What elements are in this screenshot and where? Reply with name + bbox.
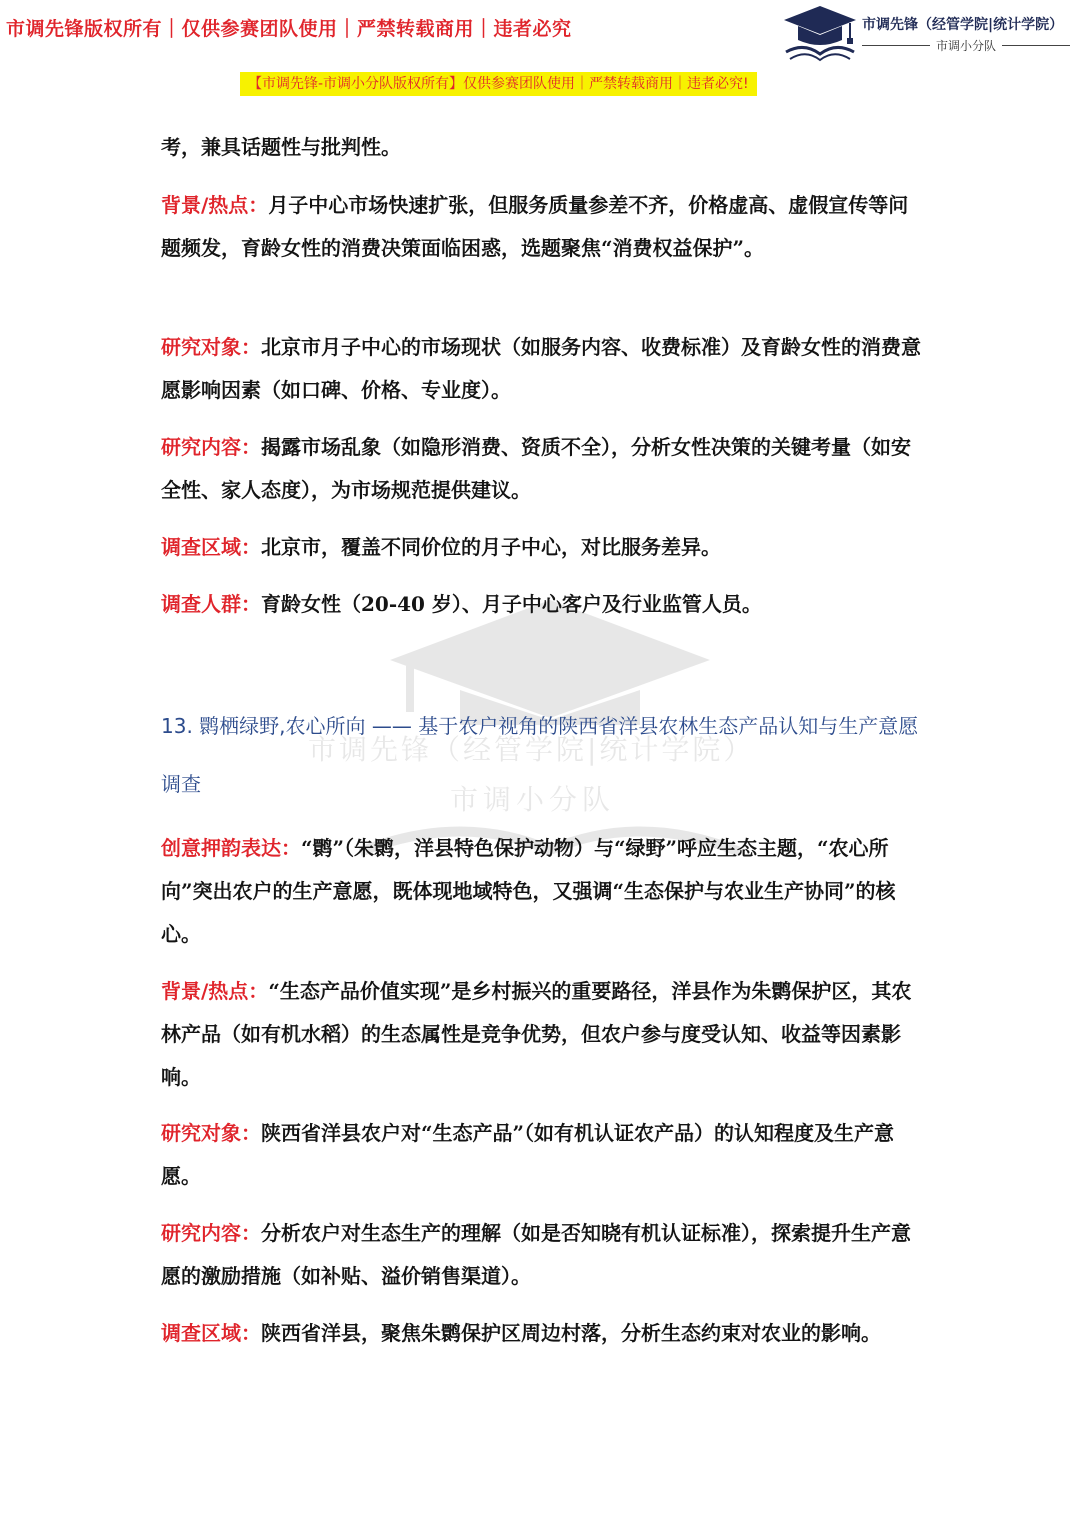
- background-paragraph: [161, 184, 921, 270]
- survey-crowd-text: 育龄女性（20-40 岁）、月子中心客户及行业监管人员。: [261, 592, 762, 616]
- copyright-notice: 【市调先锋-市调小分队版权所有】仅供参赛团队使用｜严禁转载商用｜违者必究!: [240, 72, 757, 96]
- survey-region-paragraph: [161, 526, 921, 569]
- survey-region-text-13: 陕西省洋县，聚焦朱鹮保护区周边村落，分析生态约束对农业的影响。: [261, 1321, 881, 1345]
- background-label-13: 背景/热点：: [161, 979, 269, 1003]
- research-object-paragraph: [161, 326, 921, 412]
- top-banner: 市调先锋版权所有｜仅供参赛团队使用｜严禁转载商用｜违者必究: [6, 18, 572, 40]
- research-object-text: 北京市月子中心的市场现状（如服务内容、收费标准）及育龄女性的消费意愿影响因素（如口碑、价格、专业度）。: [161, 335, 921, 402]
- creative-paragraph: [161, 827, 921, 956]
- research-content-paragraph: [161, 426, 921, 512]
- background-paragraph-13: [161, 970, 921, 1099]
- research-content-label: 研究内容：: [161, 435, 261, 459]
- survey-region-label-13: 调查区域：: [161, 1321, 261, 1345]
- survey-crowd-label: 调查人群：: [161, 592, 261, 616]
- watermark-line1: 市调先锋（经管学院|统计学院）: [308, 733, 755, 766]
- research-content-label-13: 研究内容：: [161, 1221, 261, 1245]
- research-object-text-13: 陕西省洋县农户对“生态产品”（如有机认证农产品）的认知程度及生产意愿。: [161, 1121, 895, 1188]
- background-text: 月子中心市场快速扩张，但服务质量参差不齐，价格虚高、虚假宣传等问题频发，育龄女性的消费决策面临困惑，选题聚焦“消费权益保护”。: [161, 193, 909, 260]
- graduation-cap-icon: [780, 2, 860, 66]
- research-object-paragraph-13: [161, 1112, 921, 1198]
- survey-region-paragraph-13: [161, 1312, 921, 1355]
- divider: [862, 45, 930, 46]
- intro-tail-text: 考，兼具话题性与批判性。: [161, 135, 401, 159]
- survey-region-text: 北京市，覆盖不同价位的月子中心，对比服务差异。: [261, 535, 721, 559]
- intro-tail: [161, 126, 921, 169]
- survey-region-label: 调查区域：: [161, 535, 261, 559]
- research-object-label: 研究对象：: [161, 335, 261, 359]
- logo-title: 市调先锋（经管学院|统计学院）: [862, 17, 1064, 33]
- section-heading: 13. 鹮栖绿野,农心所向 —— 基于农户视角的陕西省洋县农林生态产品认知与生产意愿调查: [161, 714, 919, 796]
- logo-subtitle-row: [862, 36, 1070, 54]
- background-text-13: “生态产品价值实现”是乡村振兴的重要路径，洋县作为朱鹮保护区，其农林产品（如有机水稻）的生态属性是竞争优势，但农户参与度受认知、收益等因素影响。: [161, 979, 912, 1089]
- logo: [780, 2, 1076, 68]
- research-content-paragraph-13: [161, 1212, 921, 1298]
- research-content-text: 揭露市场乱象（如隐形消费、资质不全），分析女性决策的关键考量（如安全性、家人态度），为市场规范提供建议。: [161, 435, 911, 502]
- creative-text: “鹮”（朱鹮，洋县特色保护动物）与“绿野”呼应生态主题，“农心所向”突出农户的生产意愿，既体现地域特色，又强调“生态保护与农业生产协同”的核心。: [161, 836, 896, 946]
- creative-label: 创意押韵表达：: [161, 836, 301, 860]
- logo-subtitle: 市调小分队: [936, 38, 997, 53]
- research-content-text-13: 分析农户对生态生产的理解（如是否知晓有机认证标准），探索提升生产意愿的激励措施（如补贴、溢价销售渠道）。: [161, 1221, 911, 1288]
- survey-crowd-paragraph: [161, 583, 921, 626]
- watermark-line2: 市调小分队: [450, 783, 616, 816]
- research-object-label-13: 研究对象：: [161, 1121, 261, 1145]
- background-label: 背景/热点：: [161, 193, 269, 217]
- divider: [1002, 45, 1070, 46]
